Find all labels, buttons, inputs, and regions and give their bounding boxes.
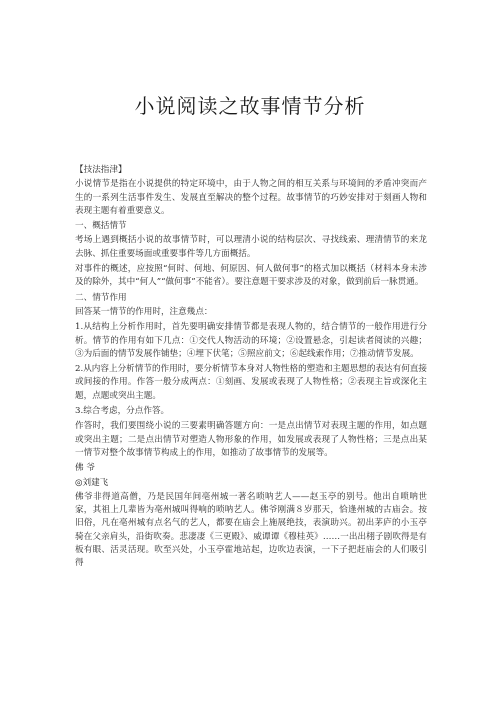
section-heading-tips: 【技法指津】 <box>75 165 127 175</box>
section-heading-summarize: 一、概括情节 <box>75 221 127 232</box>
function-point-1: 1.从结构上分析作用时，首先要明确安排情节都是表现人物的，结合情节的一般作用进行分析。情节的作用有如下几点：①交代人物活动的环境；②设置悬念，引起读者阅读的兴趣；③为后面的情节发展作铺垫；④埋下伏笔；⑤照应前文；⑥起线索作用；⑦推动情节发展。 <box>75 322 427 359</box>
story-paragraph: 佛爷非得道高僧，乃是民国年间亳州城一著名唢呐艺人——赵玉亭的别号。他出自唢呐世家，其祖上几辈皆为亳州城叫得响的唢呐艺人。佛爷刚满８岁那天，恰逢州城的古庙会。按旧俗，凡在亳州城有点名气的艺人，都要在庙会上施展绝技，表演助兴。初出茅庐的小玉亭骑在父亲肩头，沿街吹奏。悲凄凄《三更殿》、威谭谭《穆桂英》……一出出栩子剧吹得是有板有眼、活灵活现。吹至兴处，小玉亭霍地站起，边吹边表演，一下子把赶庙会的人们吸引得 <box>75 491 427 569</box>
intro-paragraph: 小说情节是指在小说提供的特定环境中，由于人物之间的相互关系与环境间的矛盾冲突而产生的一系列生活事件发生、发展直至解决的整个过程。故事情节的巧妙安排对于刻画人物和表现主题有着重要意义。 <box>75 179 427 216</box>
function-point-3: 3.综合考虑，分点作答。 <box>75 406 170 417</box>
answer-guidance-paragraph: 作答时，我们要围绕小说的三要素明确答题方向：一是点出情节对表现主题的作用，如点题或突出主题；二是点出情节对塑造人物形象的作用，如发展或表现了人物性格；三是点出某一情节对整个故事情节构成上的作用，如推动了故事情节的发展等。 <box>75 421 427 458</box>
summarize-paragraph-1: 考场上遇到概括小说的故事情节时，可以理清小说的结构层次、寻找线索、理清情节的来龙去脉、抓住重要场面或重要事件等几方面概括。 <box>75 235 427 259</box>
story-title: 佛 爷 <box>75 463 95 474</box>
section-heading-function: 二、情节作用 <box>75 292 127 303</box>
page-title: 小说阅读之故事情节分析 <box>134 94 366 118</box>
function-point-2: 2.从内容上分析情节的作用时，要分析情节本身对人物性格的塑造和主题思想的表达有何直接或间接的作用。作答一般分成两点：①刻画、发展或表现了人物性格；②表现主旨或深化主题，点题或突出主题。 <box>75 364 427 401</box>
summarize-paragraph-2: 对事件的概述，应按照“何时、何地、何原因、何人做何事”的格式加以概括（材料本身未涉及的除外，其中“何人”“做何事”不能省）。要注意题干要求涉及的对象，做到前后一脉贯通。 <box>75 264 427 288</box>
story-author: ◎刘建飞 <box>75 477 109 488</box>
document-body <box>75 164 427 573</box>
function-paragraph-intro: 回答某一情节的作用时，注意幾点： <box>75 306 213 317</box>
